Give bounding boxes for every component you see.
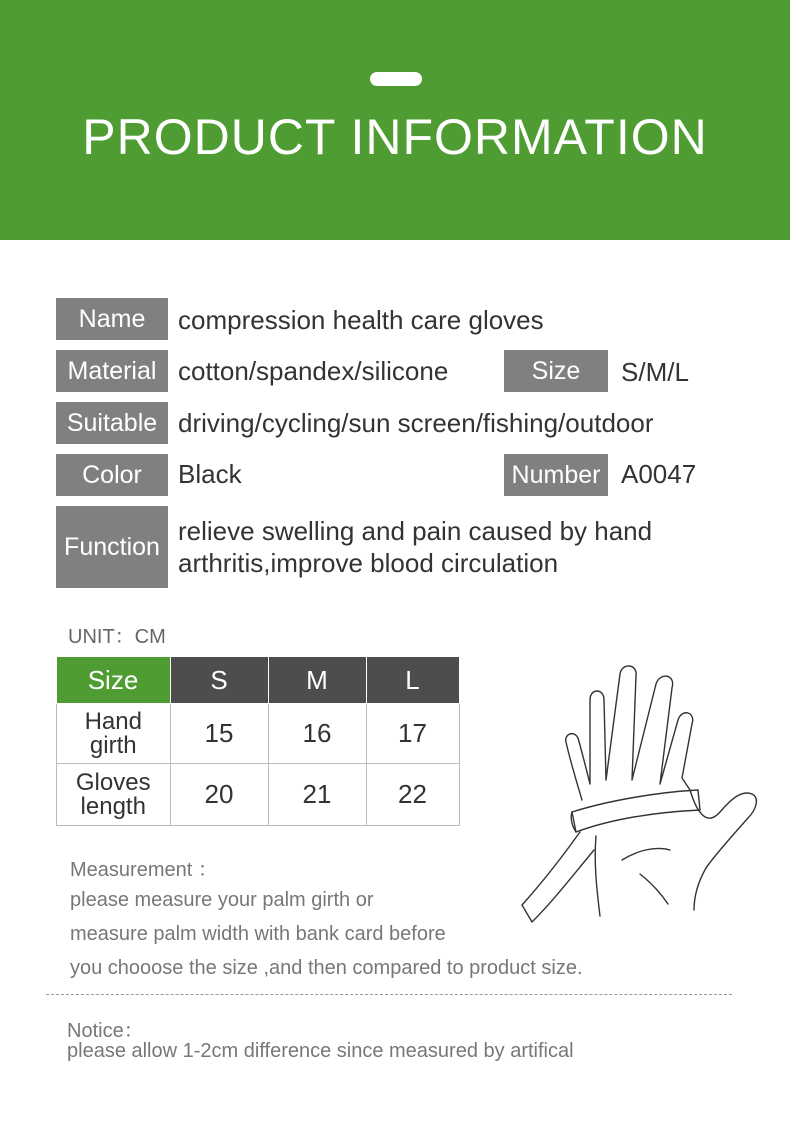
table-cell: 20 xyxy=(170,764,268,826)
table-cell: 15 xyxy=(170,704,268,764)
header-accent-bar xyxy=(370,72,422,86)
row-label-line: length xyxy=(80,792,146,820)
size-label: Size xyxy=(504,350,608,392)
name-value: compression health care gloves xyxy=(178,305,544,335)
table-row xyxy=(57,704,460,764)
measurement-line: you chooose the size ,and then compared to product size. xyxy=(70,957,583,979)
size-s-header-cell: S xyxy=(170,657,268,704)
size-table xyxy=(56,657,460,826)
color-value: Black xyxy=(178,459,242,489)
function-value-line1: relieve swelling and pain caused by hand xyxy=(178,516,653,546)
number-value: A0047 xyxy=(621,459,697,489)
color-label: Color xyxy=(56,454,168,496)
table-row xyxy=(57,764,460,826)
measurement-line: measure palm width with bank card before xyxy=(70,923,446,945)
row-label-line: Gloves xyxy=(75,768,151,796)
size-header-cell: Size xyxy=(57,657,171,704)
material-label: Material xyxy=(56,350,168,392)
table-cell: 16 xyxy=(268,704,366,764)
number-label: Number xyxy=(504,454,608,496)
table-cell: 22 xyxy=(366,764,459,826)
page-title: PRODUCT INFORMATION xyxy=(82,109,708,165)
function-value-line2: arthritis,improve blood circulation xyxy=(178,548,559,578)
row-label-line: Hand xyxy=(84,707,142,735)
header-banner xyxy=(0,0,790,240)
notice-title: Notice： xyxy=(67,1020,144,1042)
suitable-value: driving/cycling/sun screen/fishing/outdoor xyxy=(178,408,654,438)
gloves-length-label-cell xyxy=(57,764,171,826)
size-value: S/M/L xyxy=(621,357,689,387)
notice-text: please allow 1-2cm difference since measured by artifical xyxy=(67,1040,574,1062)
measurement-title: Measurement ： xyxy=(70,859,218,881)
function-label: Function xyxy=(56,506,168,588)
hand-girth-label-cell xyxy=(57,704,171,764)
measurement-line: please measure your palm girth or xyxy=(70,889,374,911)
material-value: cotton/spandex/silicone xyxy=(178,356,449,386)
size-l-header-cell: L xyxy=(366,657,459,704)
size-m-header-cell: M xyxy=(268,657,366,704)
name-label: Name xyxy=(56,298,168,340)
unit-label: UNIT：CM xyxy=(68,626,166,648)
row-label-line: girth xyxy=(89,731,137,759)
size-table-header-row xyxy=(57,657,460,704)
hand-measuring-icon xyxy=(510,660,770,930)
dashed-divider xyxy=(46,994,732,995)
suitable-label: Suitable xyxy=(56,402,168,444)
table-cell: 21 xyxy=(268,764,366,826)
table-cell: 17 xyxy=(366,704,459,764)
